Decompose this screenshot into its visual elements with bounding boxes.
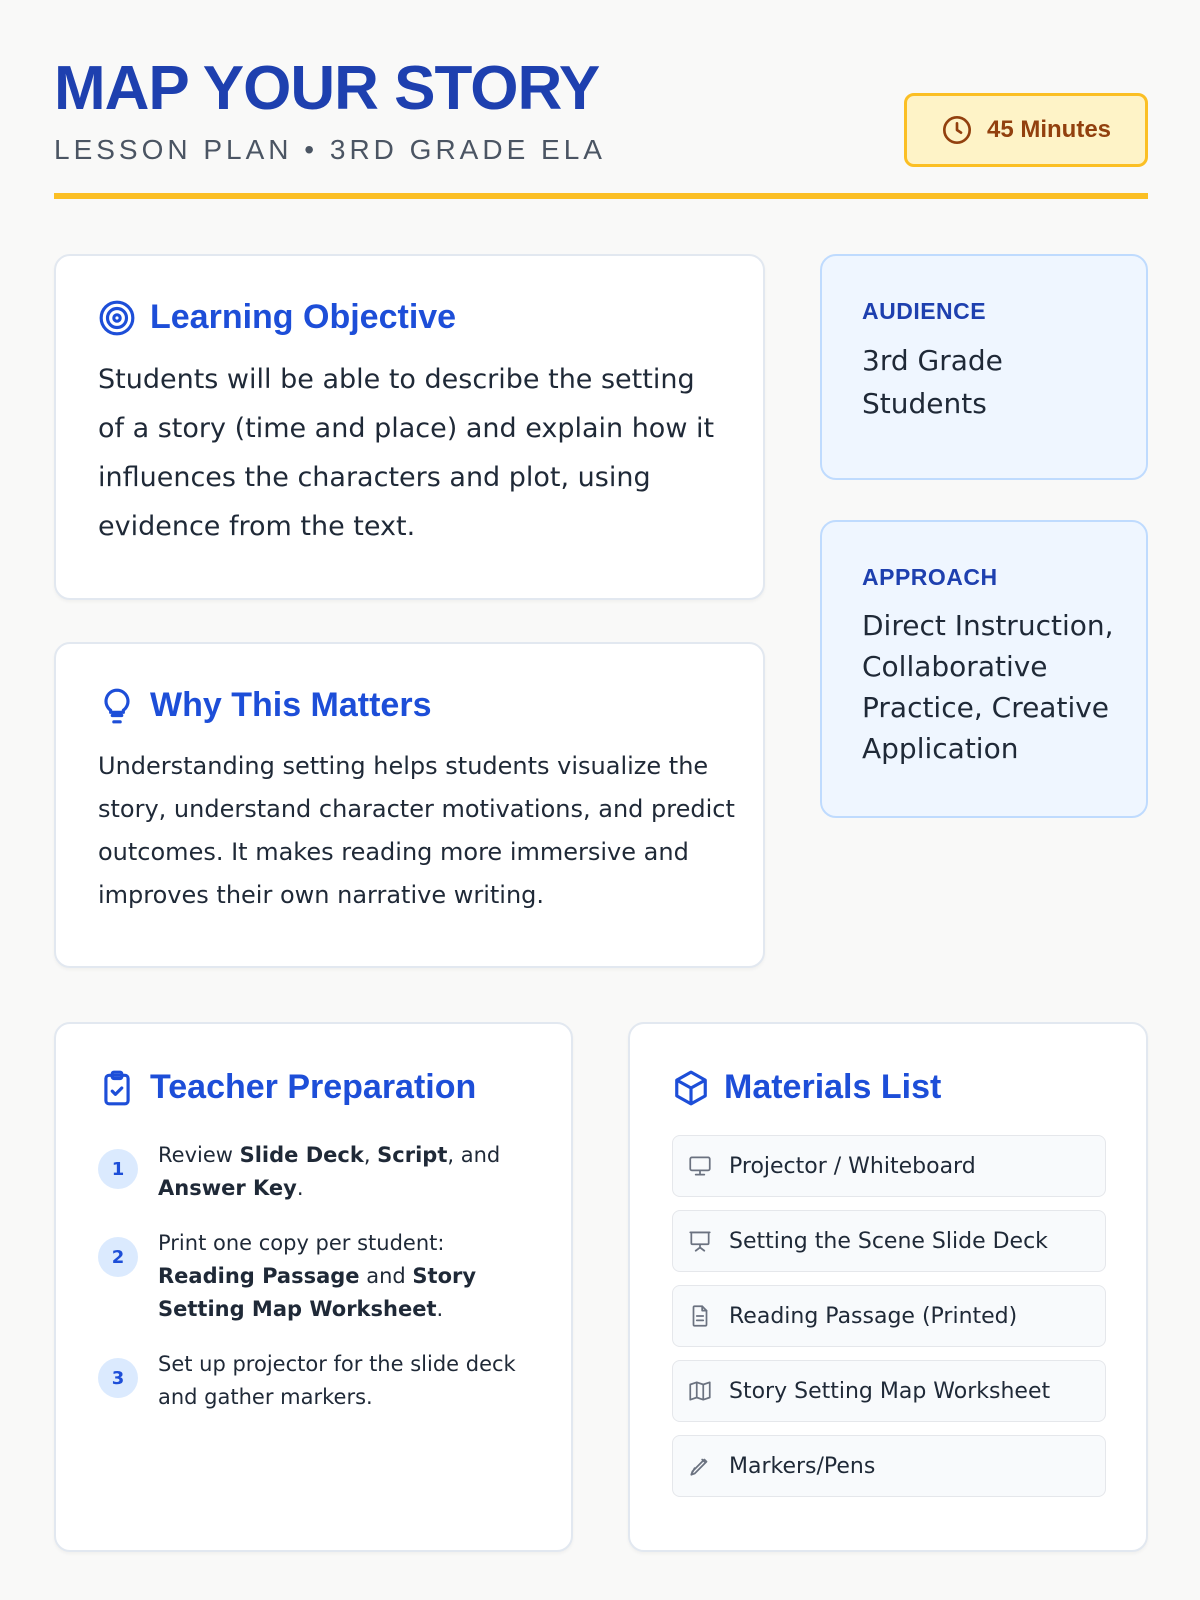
step-text: Review Slide Deck, Script, and Answer Key. xyxy=(158,1143,501,1200)
pen-icon xyxy=(687,1453,713,1479)
teacher-preparation-heading xyxy=(98,1068,531,1107)
duration-text: 45 Minutes xyxy=(986,116,1112,143)
approach-card xyxy=(820,520,1148,818)
step-number: 2 xyxy=(98,1237,138,1277)
preparation-steps xyxy=(98,1139,531,1414)
approach-label: APPROACH xyxy=(862,564,998,590)
material-item xyxy=(672,1210,1106,1272)
material-label: Projector / Whiteboard xyxy=(729,1153,976,1179)
approach-value: Direct Instruction, Collaborative Practice, Creative Application xyxy=(862,609,1114,765)
materials-items xyxy=(672,1135,1106,1497)
clipboard-check-icon xyxy=(98,1069,136,1107)
presentation-icon xyxy=(687,1228,713,1254)
material-label: Markers/Pens xyxy=(729,1453,876,1479)
why-this-matters-title: Why This Matters xyxy=(150,686,432,724)
material-label: Reading Passage (Printed) xyxy=(729,1303,1018,1329)
teacher-preparation-title: Teacher Preparation xyxy=(150,1068,477,1106)
page-title: MAP YOUR STORY xyxy=(54,54,600,123)
why-this-matters-heading xyxy=(98,686,723,725)
target-icon xyxy=(98,299,136,337)
step-text: Set up projector for the slide deck and gather markers. xyxy=(158,1352,516,1409)
audience-label: AUDIENCE xyxy=(862,298,987,324)
materials-list-card xyxy=(628,1022,1148,1552)
learning-objective-title: Learning Objective xyxy=(150,298,457,336)
step-text: Print one copy per student: Reading Passage and Story Setting Map Worksheet. xyxy=(158,1231,477,1321)
material-item xyxy=(672,1435,1106,1497)
document-icon xyxy=(687,1303,713,1329)
monitor-icon xyxy=(687,1153,713,1179)
material-label: Setting the Scene Slide Deck xyxy=(729,1228,1048,1254)
lightbulb-icon xyxy=(98,687,136,725)
learning-objective-card xyxy=(54,254,765,600)
learning-objective-text: Students will be able to describe the setting of a story (time and place) and explain how it influences the characters and plot, using evidence from the text. xyxy=(98,364,715,542)
teacher-preparation-card xyxy=(54,1022,573,1552)
duration-badge xyxy=(904,93,1148,167)
audience-card xyxy=(820,254,1148,480)
material-label: Story Setting Map Worksheet xyxy=(729,1378,1051,1404)
step-number: 3 xyxy=(98,1358,138,1398)
preparation-step xyxy=(98,1348,531,1414)
audience-value: 3rd Grade Students xyxy=(862,344,1003,420)
step-number: 1 xyxy=(98,1149,138,1189)
materials-list-heading xyxy=(672,1068,1106,1107)
material-item xyxy=(672,1285,1106,1347)
map-icon xyxy=(687,1378,713,1404)
preparation-step xyxy=(98,1139,531,1205)
box-icon xyxy=(672,1069,710,1107)
learning-objective-heading xyxy=(98,298,723,337)
page-subtitle: LESSON PLAN • 3RD GRADE ELA xyxy=(54,134,606,165)
preparation-step xyxy=(98,1227,531,1326)
clock-icon xyxy=(941,114,973,146)
page-header xyxy=(54,54,1148,200)
material-item xyxy=(672,1360,1106,1422)
header-divider xyxy=(54,193,1148,199)
why-this-matters-text: Understanding setting helps students visualize the story, understand character motivations, and predict outcomes. It makes reading more immersive and improves their own narrative writing. xyxy=(98,752,735,909)
materials-list-title: Materials List xyxy=(724,1068,942,1106)
why-this-matters-card xyxy=(54,642,765,968)
material-item xyxy=(672,1135,1106,1197)
